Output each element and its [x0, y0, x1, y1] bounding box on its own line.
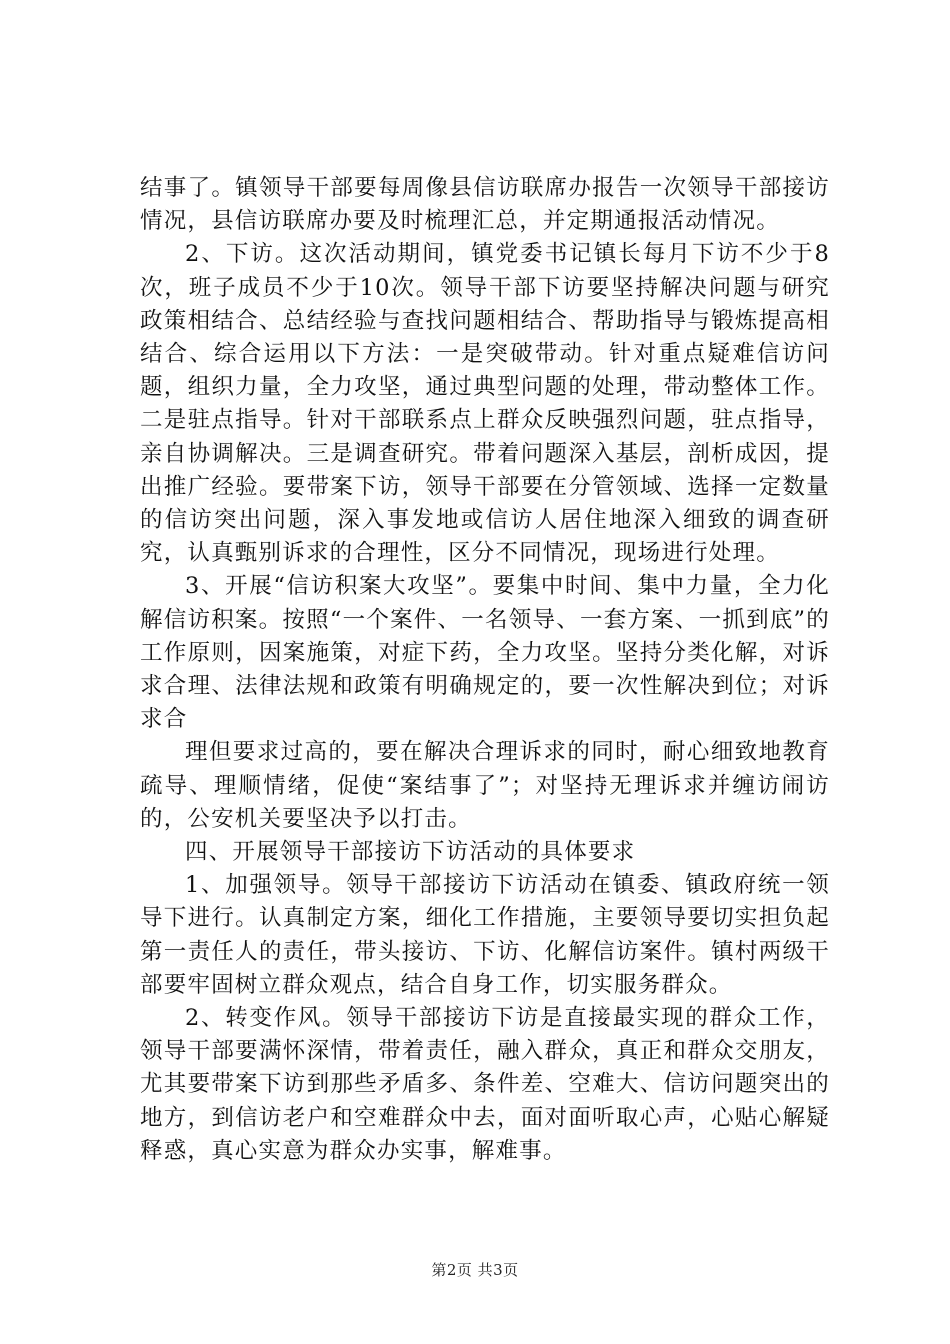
document-body: [140, 172, 830, 1168]
page-number: 第2页 共3页: [431, 1261, 519, 1279]
paragraph-backlog-cases-continued: 理但要求过高的，要在解决合理诉求的同时，耐心细致地教育疏导、理顺情绪，促使“案结事了”；对坚持无理诉求并缠访闹访的，公安机关要坚决予以打击。: [140, 739, 830, 832]
page-footer: [0, 1259, 950, 1280]
paragraph-visit-down: 2、下访。这次活动期间，镇党委书记镇长每月下访不少于8次，班子成员不少于10次。领导干部下访要坚持解决问题与研究政策相结合、总结经验与查找问题相结合、帮助指导与锻炼提高相结合、综合运用以下方法：一是突破带动。针对重点疑难信访问题，组织力量，全力攻坚，通过典型问题的处理，带动整体工作。二是驻点指导。针对干部联系点上群众反映强烈问题，驻点指导，亲自协调解决。三是调查研究。带着问题深入基层，剖析成因，提出推广经验。要带案下访，领导干部要在分管领域、选择一定数量的信访突出问题，深入事发地或信访人居住地深入细致的调查研究，认真甄别诉求的合理性，区分不同情况，现场进行处理。: [140, 241, 830, 567]
paragraph-continuation: 结事了。镇领导干部要每周像县信访联席办报告一次领导干部接访情况，县信访联席办要及时梳理汇总，并定期通报活动情况。: [140, 175, 830, 235]
paragraph-strengthen-leadership: 1、加强领导。领导干部接访下访活动在镇委、镇政府统一领导下进行。认真制定方案，细化工作措施，主要领导要切实担负起第一责任人的责任，带头接访、下访、化解信访案件。镇村两级干部要牢固树立群众观点，结合自身工作，切实服务群众。: [140, 872, 830, 998]
paragraph-backlog-cases: 3、开展“信访积案大攻坚”。要集中时间、集中力量，全力化解信访积案。按照“一个案件、一名领导、一套方案、一抓到底”的工作原则，因案施策，对症下药，全力攻坚。坚持分类化解，对诉求合理、法律法规和政策有明确规定的，要一次性解决到位；对诉求合: [140, 573, 830, 733]
paragraph-change-style: 2、转变作风。领导干部接访下访是直接最实现的群众工作，领导干部要满怀深情，带着责任，融入群众，真正和群众交朋友，尤其要带案下访到那些矛盾多、条件差、空难大、信访问题突出的地方，到信访老户和空难群众中去，面对面听取心声，心贴心解疑释惑，真心实意为群众办实事，解难事。: [140, 1005, 830, 1164]
section-heading-requirements: 四、开展领导干部接访下访活动的具体要求: [185, 839, 636, 866]
